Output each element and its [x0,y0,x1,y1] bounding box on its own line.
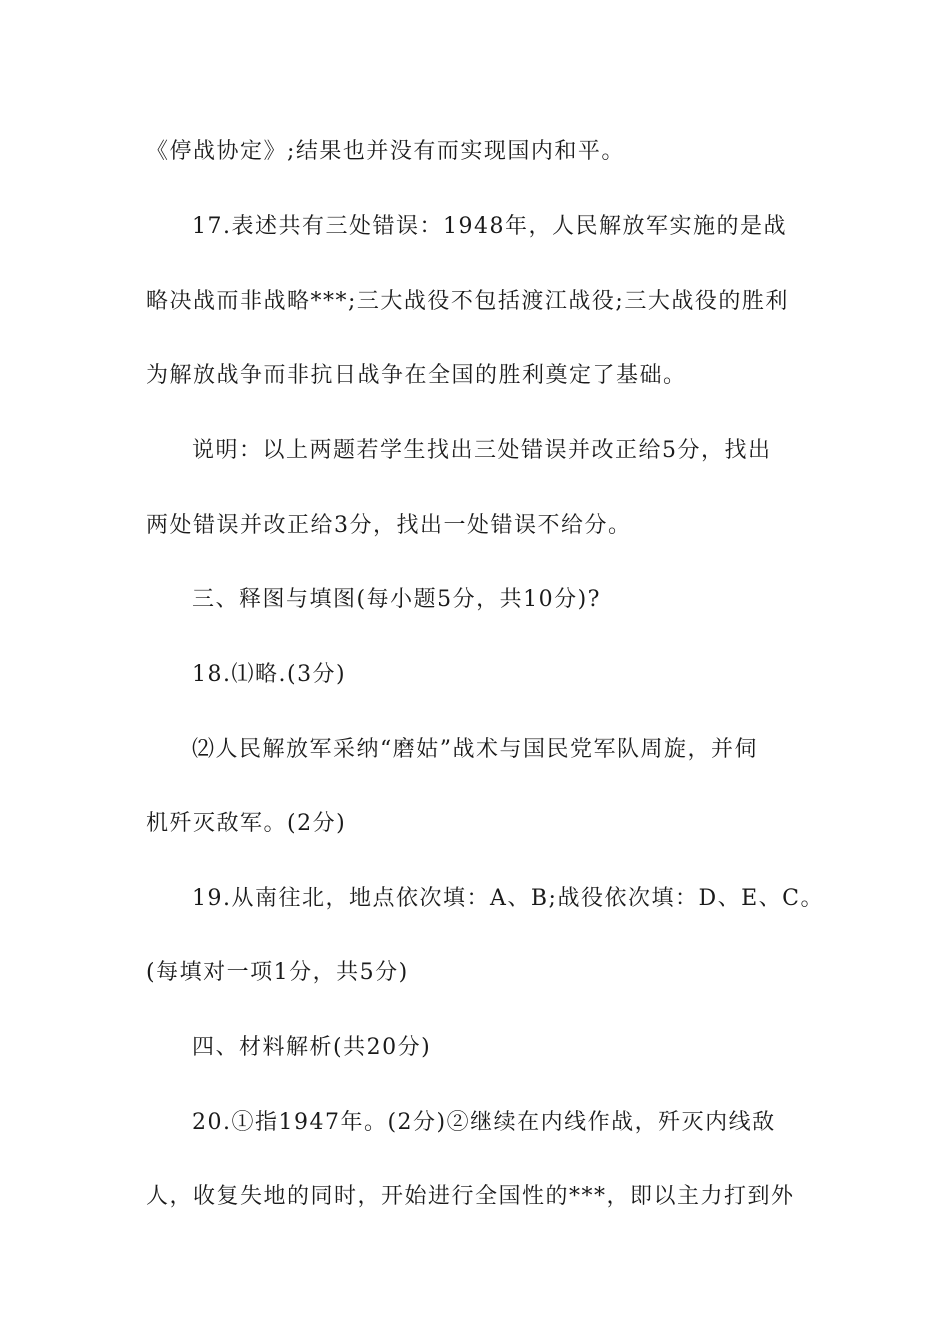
text-line: 18.⑴略.(3分) [192,662,347,687]
text-line: 机歼灭敌军。(2分) [146,811,347,836]
text-line: ⑵人民解放军采纳“磨姑”战术与国民党军队周旋，并伺 [192,737,758,762]
text-line: 为解放战争而非抗日战争在全国的胜利奠定了基础。 [146,363,687,388]
text-line: 两处错误并改正给3分，找出一处错误不给分。 [146,513,632,538]
text-line: 17.表述共有三处错误：1948年，人民解放军实施的是战 [192,214,787,239]
text-line: 《停战协定》;结果也并没有而实现国内和平。 [146,139,625,164]
text-line: 20.①指1947年。(2分)②继续在内线作战，歼灭内线敌 [192,1110,776,1135]
text-line: 说明：以上两题若学生找出三处错误并改正给5分，找出 [192,438,772,463]
section-heading: 三、释图与填图(每小题5分，共10分)? [192,587,601,612]
section-heading: 四、材料解析(共20分) [192,1035,432,1060]
text-line: 19.从南往北，地点依次填：A、B;战役依次填：D、E、C。 [192,886,824,911]
text-line: 人，收复失地的同时，开始进行全国性的***，即以主力打到外 [146,1184,795,1209]
text-line: (每填对一项1分，共5分) [146,960,409,985]
text-line: 略决战而非战略***;三大战役不包括渡江战役;三大战役的胜利 [146,289,789,314]
